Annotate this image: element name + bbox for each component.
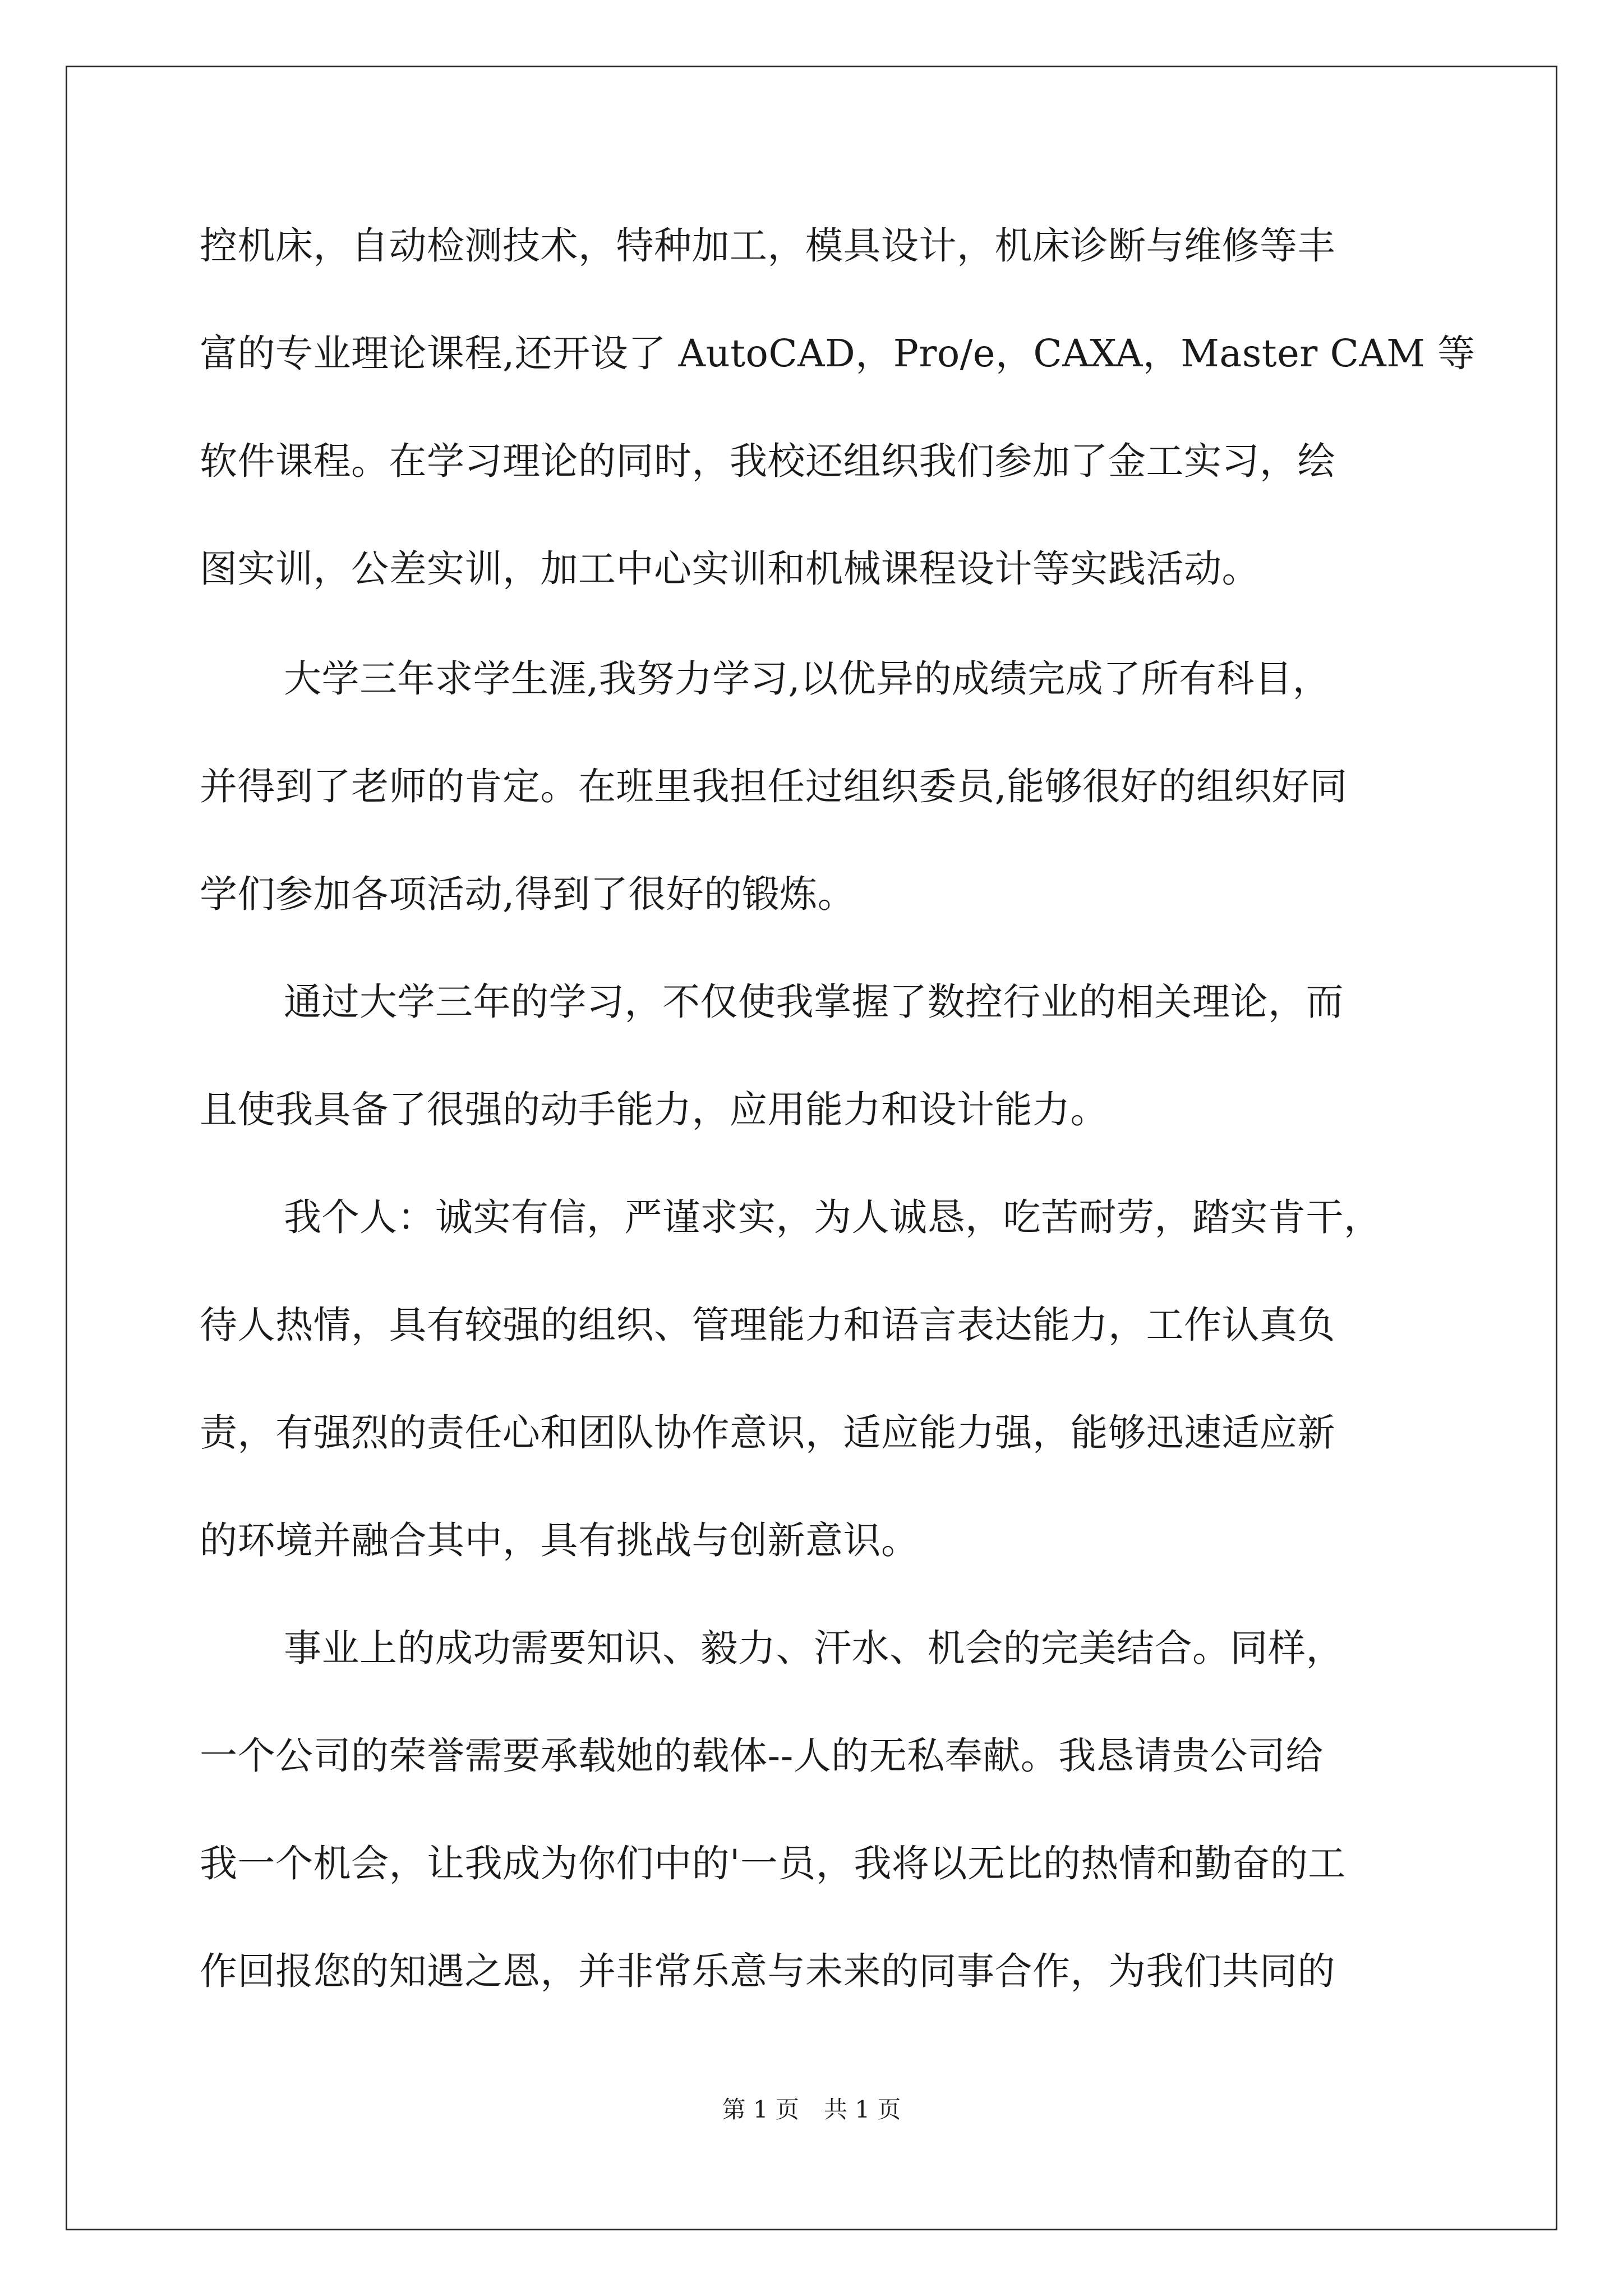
text-line-12: 责，有强烈的责任心和团队协作意识，适应能力强，能够迅速适应新 [200,1411,1335,1455]
page-footer [0,2096,1623,2124]
text-line-3: 软件课程。在学习理论的同时，我校还组织我们参加了金工实习，绘 [200,439,1335,483]
page-border [66,66,1557,2230]
text-line-8: 通过大学三年的学习，不仅使我掌握了数控行业的相关理论，而 [284,980,1344,1024]
text-line-1: 控机床，自动检测技术，特种加工，模具设计，机床诊断与维修等丰 [200,224,1335,268]
page-total: 共 1 页 [824,2096,901,2123]
text-line-6: 并得到了老师的肯定。在班里我担任过组织委员,能够很好的组织好同 [200,765,1348,808]
text-line-10: 我个人：诚实有信，严谨求实，为人诚恳，吃苦耐劳，踏实肯干， [284,1195,1382,1239]
text-line-17: 作回报您的知遇之恩，并非常乐意与未来的同事合作，为我们共同的 [200,1949,1335,1993]
text-line-15: 一个公司的荣誉需要承载她的载体--人的无私奉献。我恳请贵公司给 [200,1734,1324,1778]
page-number: 第 1 页 [722,2096,799,2123]
text-line-14: 事业上的成功需要知识、毅力、汗水、机会的完美结合。同样， [284,1626,1344,1670]
text-line-7: 学们参加各项活动,得到了很好的锻炼。 [200,872,856,916]
text-line-13: 的环境并融合其中，具有挑战与创新意识。 [200,1519,919,1562]
text-line-4: 图实训，公差实训，加工中心实训和机械课程设计等实践活动。 [200,547,1260,591]
text-line-9: 且使我具备了很强的动手能力，应用能力和设计能力。 [200,1088,1108,1131]
text-line-2: 富的专业理论课程,还开设了 AutoCAD，Pro/e，CAXA，Master CAM 等 [200,332,1476,375]
text-line-16: 我一个机会，让我成为你们中的'一员，我将以无比的热情和勤奋的工 [200,1842,1346,1885]
text-line-5: 大学三年求学生涯,我努力学习,以优异的成绩完成了所有科目， [284,657,1331,701]
text-line-11: 待人热情，具有较强的组织、管理能力和语言表达能力，工作认真负 [200,1303,1335,1347]
